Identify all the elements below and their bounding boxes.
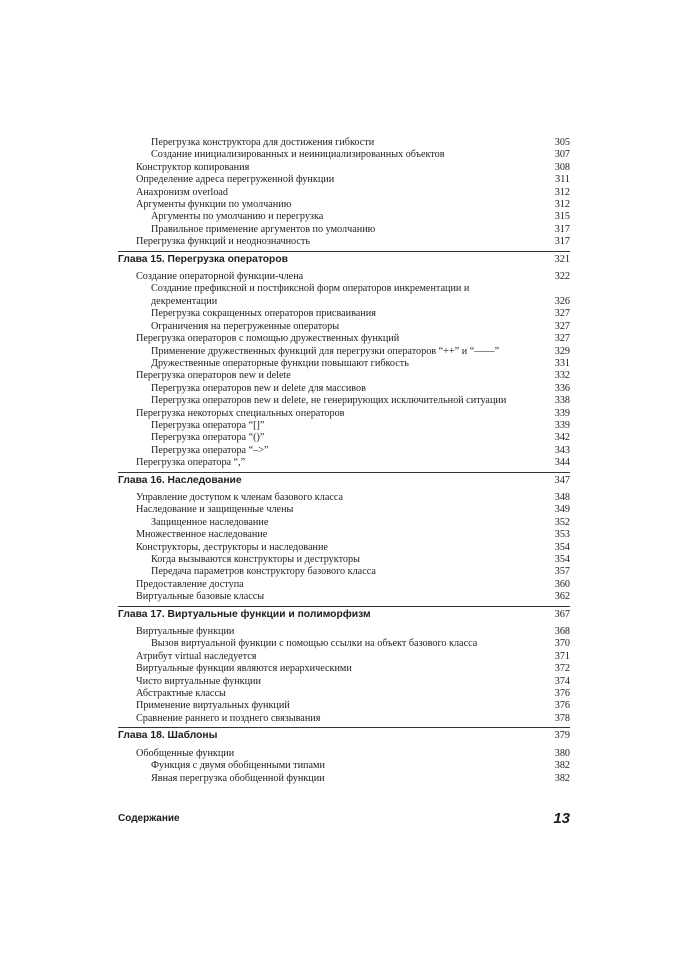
toc-entry-title: Перегрузка операторов new и delete — [136, 370, 291, 382]
toc-entry-title: Аргументы функции по умолчанию — [136, 199, 292, 211]
chapter-title: Глава 16. Наследование — [118, 474, 242, 486]
toc-entry-title: Абстрактные классы — [136, 688, 226, 700]
toc-entry-title: Создание префиксной и постфиксной форм операторов инкрементации и декрементации — [151, 283, 470, 307]
toc-entry — [118, 542, 570, 554]
toc-entry — [118, 663, 570, 675]
toc-page-number: 305 — [554, 137, 570, 148]
toc-page-number: 376 — [554, 700, 570, 712]
toc-entry — [118, 162, 570, 174]
toc-page-number: 343 — [554, 444, 570, 456]
toc-entry — [118, 517, 570, 529]
toc-page-number: 326 — [554, 295, 570, 307]
toc-page-number: 362 — [554, 591, 570, 603]
toc-page-number: 317 — [554, 223, 570, 235]
toc-page-number: 349 — [554, 504, 570, 516]
chapter-heading — [118, 606, 570, 621]
toc-page-number: 317 — [554, 236, 570, 248]
toc-page-number: 321 — [554, 253, 570, 265]
toc-entry — [118, 211, 570, 223]
toc-page-number: 347 — [554, 474, 570, 486]
toc-page-number: 352 — [554, 516, 570, 528]
chapter-heading — [118, 251, 570, 266]
toc-entry-title: Функция с двумя обобщенными типами — [151, 760, 325, 772]
toc-entry-title: Анахронизм overload — [136, 186, 229, 198]
toc-page-number: 374 — [554, 675, 570, 687]
page-footer — [118, 810, 570, 830]
toc-page-number: 367 — [554, 608, 570, 620]
toc-entry-title: Вызов виртуальной функции с помощью ссылки на объект базового класса — [151, 638, 478, 650]
toc-entry-title: Когда вызываются конструкторы и деструкторы — [151, 554, 360, 565]
toc-page-number: 357 — [554, 566, 570, 578]
toc-page-number: 342 — [554, 432, 570, 444]
toc-entry-title: Перегрузка операторов new и delete, не генерирующих исключительной ситуации — [151, 395, 507, 407]
toc-entry-title: Перегрузка оператора “,” — [136, 457, 246, 469]
toc-entry — [118, 529, 570, 541]
toc-page-number: 338 — [554, 395, 570, 407]
toc-entry — [118, 688, 570, 700]
toc-entry-title: Атрибут virtual наследуется — [136, 650, 257, 662]
toc-entry — [118, 174, 570, 186]
toc-entry — [118, 395, 570, 407]
toc-entry — [118, 346, 570, 358]
toc-entry-title: Создание операторной функции-члена — [136, 271, 304, 283]
toc-entry — [118, 566, 570, 578]
toc-page-number: 353 — [554, 529, 570, 541]
toc-page-number: 344 — [554, 457, 570, 469]
toc-entry-title: Правильное применение аргументов по умолчанию — [151, 223, 376, 235]
toc-page-number: 329 — [554, 345, 570, 357]
toc-entry — [118, 676, 570, 688]
toc-entry-title: Перегрузка операторов с помощью дружественных функций — [136, 333, 400, 345]
toc-entry-title: Обобщенные функции — [136, 747, 235, 759]
toc-entry — [118, 358, 570, 370]
toc-entry — [118, 748, 570, 760]
toc-entry-title: Конструктор копирования — [136, 161, 250, 173]
toc-entry-title: Перегрузка некоторых специальных операторов — [136, 407, 345, 419]
toc-page-number: 307 — [554, 149, 570, 161]
toc-entry-title: Чисто виртуальные функции — [136, 675, 261, 687]
toc-entry-title: Перегрузка сокращенных операторов присваивания — [151, 308, 376, 320]
chapter-heading — [118, 472, 570, 487]
toc-page-number: 312 — [554, 186, 570, 198]
toc-entry — [118, 283, 570, 308]
chapter-title: Глава 15. Перегрузка операторов — [118, 253, 288, 265]
toc-entry — [118, 383, 570, 395]
chapter-heading — [118, 727, 570, 742]
toc-entry — [118, 651, 570, 663]
toc-page-number: 380 — [554, 747, 570, 759]
toc-entry — [118, 492, 570, 504]
toc-page-number: 382 — [554, 760, 570, 772]
toc-entry-title: Применение виртуальных функций — [136, 700, 290, 712]
chapter-title: Глава 18. Шаблоны — [118, 730, 218, 742]
toc-entry-title: Определение адреса перегруженной функции — [136, 174, 335, 186]
toc-entry-title: Дружественные операторные функции повышают гибкость — [151, 357, 409, 369]
toc-page-number: 327 — [554, 320, 570, 332]
toc-page-number: 378 — [554, 712, 570, 724]
toc-entry — [118, 579, 570, 591]
toc-entry-title: Перегрузка оператора “[]” — [151, 419, 265, 431]
toc-entry — [118, 408, 570, 420]
toc-entry — [118, 333, 570, 345]
toc-page-number: 315 — [554, 211, 570, 223]
toc-page-number: 311 — [555, 174, 570, 186]
toc-entry-title: Наследование и защищенные члены — [136, 504, 294, 516]
toc-entry — [118, 149, 570, 161]
toc-entry-title: Виртуальные базовые классы — [136, 591, 265, 603]
toc-page-number: 339 — [554, 419, 570, 431]
toc-entry-title: Явная перегрузка обобщенной функции — [151, 772, 325, 784]
toc-entry — [118, 626, 570, 638]
toc-entry — [118, 236, 570, 248]
toc-page-number: 382 — [554, 772, 570, 784]
toc-entry — [118, 187, 570, 199]
toc-page-number: 312 — [554, 199, 570, 211]
toc-entry-title: Сравнение раннего и позднего связывания — [136, 712, 321, 724]
toc-page-number: 327 — [554, 308, 570, 320]
toc-entry-title: Перегрузка функций и неоднозначность — [136, 236, 310, 248]
toc-entry-title: Ограничения на перегруженные операторы — [151, 320, 340, 332]
toc-page-number: 336 — [554, 382, 570, 394]
table-of-contents — [118, 137, 570, 785]
toc-entry-title: Множественное наследование — [136, 529, 268, 541]
toc-entry — [118, 199, 570, 211]
toc-page-number: 339 — [554, 407, 570, 419]
toc-entry — [118, 504, 570, 516]
toc-entry — [118, 457, 570, 469]
toc-page-number: 348 — [554, 491, 570, 503]
toc-entry — [118, 370, 570, 382]
toc-entry-title: Управление доступом к членам базового класса — [136, 491, 344, 503]
toc-entry-title: Перегрузка оператора “–>” — [151, 444, 269, 456]
toc-entry-title: Предоставление доступа — [136, 578, 244, 590]
page-number: 13 — [553, 810, 570, 827]
toc-page-number: 322 — [554, 271, 570, 283]
toc-entry-title: Защищенное наследование — [151, 516, 269, 528]
toc-entry — [118, 638, 570, 650]
chapter-title: Глава 17. Виртуальные функции и полиморфизм — [118, 608, 371, 620]
toc-entry — [118, 420, 570, 432]
toc-page-number: 371 — [554, 650, 570, 662]
toc-entry — [118, 554, 570, 566]
toc-entry-title: Виртуальные функции являются иерархическими — [136, 663, 352, 675]
toc-page-number: 376 — [554, 688, 570, 700]
toc-page-number: 368 — [554, 626, 570, 638]
toc-entry-title: Применение дружественных функций для перегрузки операторов “++” и “——” — [151, 345, 500, 357]
toc-entry-title: Виртуальные функции — [136, 626, 235, 638]
toc-page-number: 327 — [554, 333, 570, 345]
toc-entry-title: Перегрузка операторов new и delete для массивов — [151, 382, 366, 394]
toc-entry — [118, 224, 570, 236]
toc-entry-title: Перегрузка конструктора для достижения гибкости — [151, 137, 375, 148]
toc-page-number: 332 — [554, 370, 570, 382]
toc-entry — [118, 713, 570, 725]
toc-entry — [118, 432, 570, 444]
toc-entry-title: Перегрузка оператора “()” — [151, 432, 265, 444]
running-footer-title: Содержание — [118, 813, 180, 824]
toc-entry — [118, 308, 570, 320]
toc-entry — [118, 445, 570, 457]
toc-entry-title: Создание инициализированных и неинициализированных объектов — [151, 149, 445, 161]
toc-entry — [118, 271, 570, 283]
toc-entry — [118, 773, 570, 785]
toc-page-number: 360 — [554, 578, 570, 590]
toc-entry — [118, 321, 570, 333]
toc-page-number: 370 — [554, 638, 570, 650]
toc-entry-title: Конструкторы, деструкторы и наследование — [136, 541, 328, 553]
toc-page-number: 372 — [554, 663, 570, 675]
toc-page-number: 379 — [554, 730, 570, 742]
toc-page-number: 331 — [554, 357, 570, 369]
toc-entry-title: Передача параметров конструктору базового класса — [151, 566, 376, 578]
toc-entry — [118, 137, 570, 149]
toc-page-number: 354 — [554, 554, 570, 565]
toc-entry — [118, 760, 570, 772]
toc-entry-title: Аргументы по умолчанию и перегрузка — [151, 211, 324, 223]
toc-entry — [118, 700, 570, 712]
toc-page-number: 308 — [554, 161, 570, 173]
toc-entry — [118, 591, 570, 603]
toc-page-number: 354 — [554, 541, 570, 553]
